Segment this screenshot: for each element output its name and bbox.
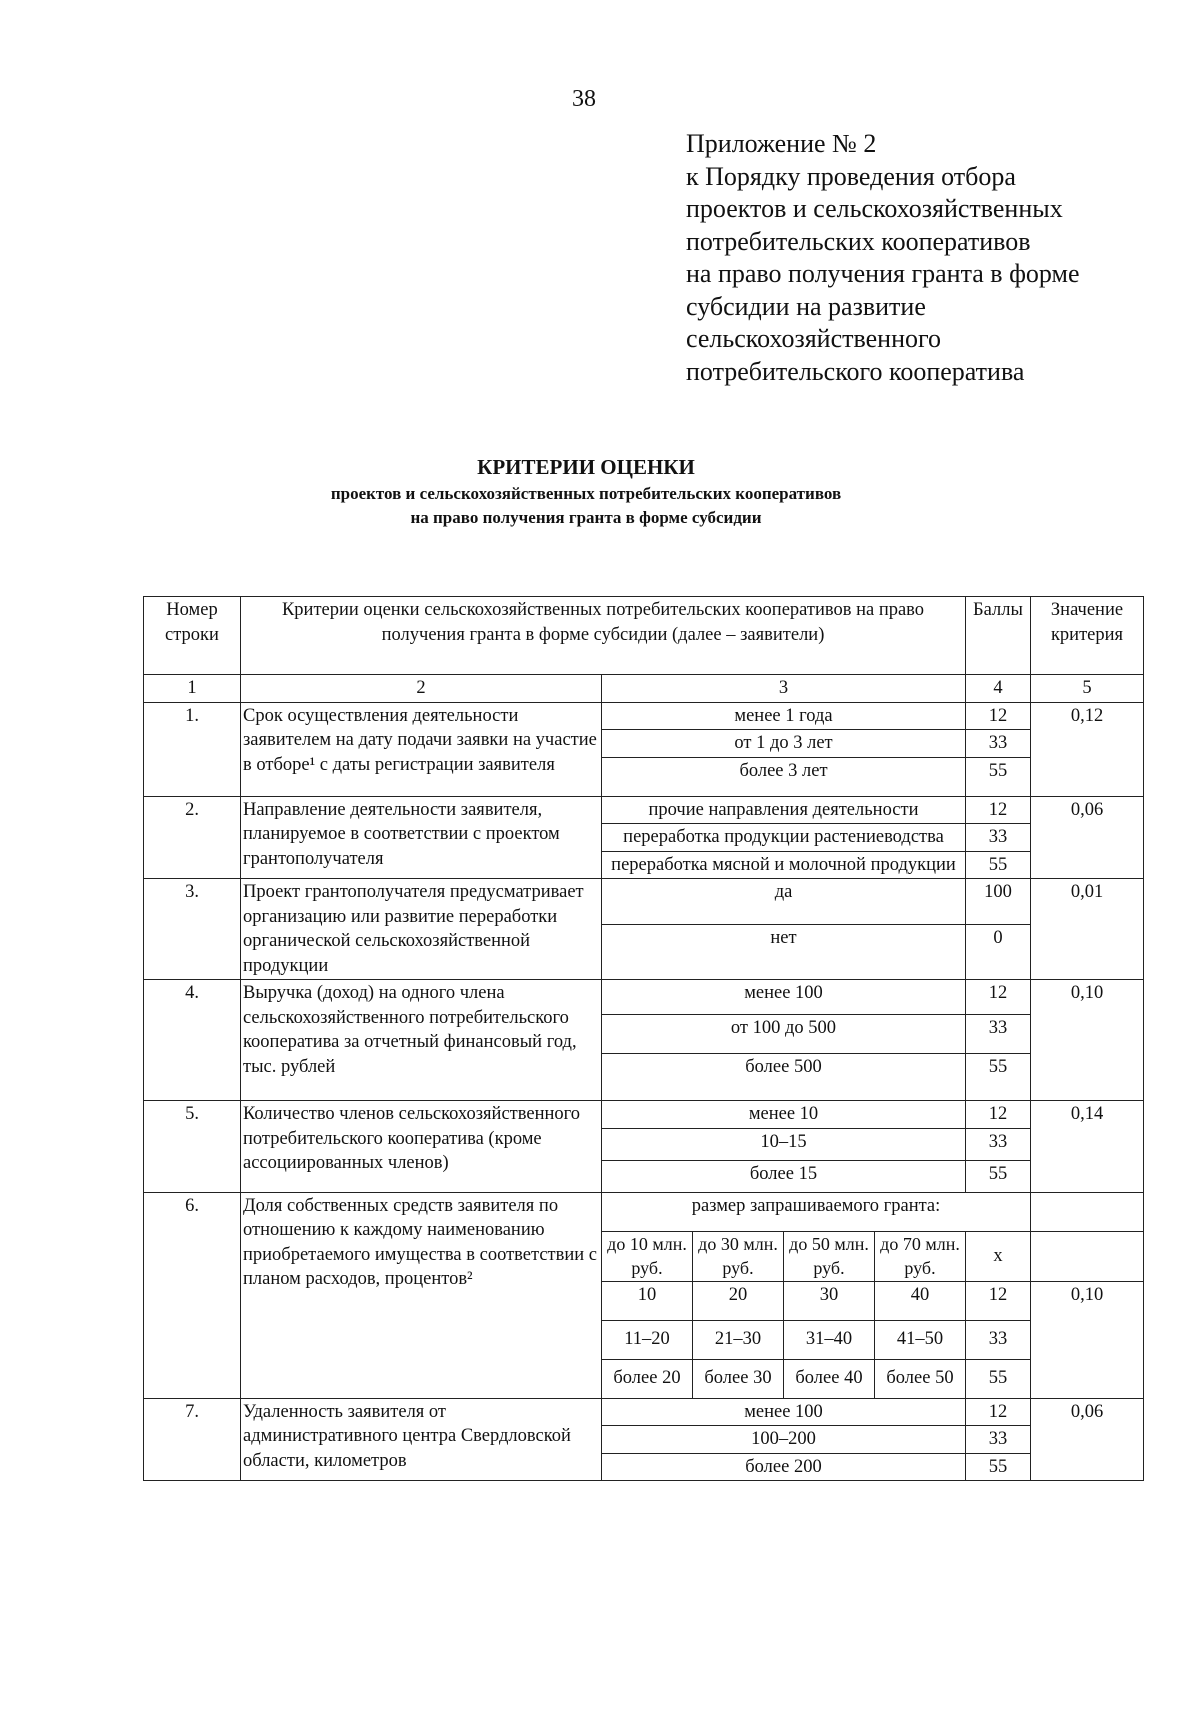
grant-size: до 10 млн. руб. [602, 1231, 693, 1281]
table-row [144, 980, 1144, 1015]
grid-cell: 31–40 [784, 1320, 875, 1359]
option-points: 12 [966, 1281, 1031, 1320]
table-row [144, 702, 1144, 730]
appendix-line: к Порядку проведения отбора [686, 161, 1016, 191]
appendix-line: субсидии на развитие [686, 291, 926, 321]
header-points: Баллы [966, 597, 1031, 675]
grant-size: до 30 млн. руб. [693, 1231, 784, 1281]
option-label: менее 10 [602, 1101, 966, 1129]
option-label: более 15 [602, 1160, 966, 1192]
row-number: 4. [144, 980, 241, 1101]
option-points: 33 [966, 730, 1031, 758]
criterion-value: 0,10 [1031, 1281, 1144, 1398]
document-title [0, 452, 1186, 530]
criterion-value: 0,14 [1031, 1101, 1144, 1193]
grid-cell: 30 [784, 1281, 875, 1320]
row-number: 3. [144, 879, 241, 980]
col-number-4: 4 [966, 675, 1031, 703]
option-label: менее 100 [602, 1398, 966, 1426]
table-row [144, 796, 1144, 824]
grid-cell: 41–50 [875, 1320, 966, 1359]
criterion-text: Выручка (доход) на одного члена сельскохозяйственного потребительского кооператива за отчетный финансовый год, тыс. рублей [241, 980, 602, 1101]
criterion-text: Срок осуществления деятельности заявителем на дату подачи заявки на участие в отборе¹ с даты регистрации заявителя [241, 702, 602, 796]
option-points: 100 [966, 879, 1031, 925]
criterion-value: 0,12 [1031, 702, 1144, 796]
col-number-2: 2 [241, 675, 602, 703]
criterion-text: Направление деятельности заявителя, планируемое в соответствии с проектом грантополучателя [241, 796, 602, 879]
grid-cell: 11–20 [602, 1320, 693, 1359]
grid-cell: 10 [602, 1281, 693, 1320]
option-points: 55 [966, 1054, 1031, 1101]
criterion-text: Проект грантополучателя предусматривает организацию или развитие переработки органической сельскохозяйственной продукции [241, 879, 602, 980]
title-main: КРИТЕРИИ ОЦЕНКИ [477, 455, 695, 479]
criteria-table [143, 596, 1144, 1481]
option-points: 12 [966, 980, 1031, 1015]
empty-cell [1031, 1192, 1144, 1231]
table-row [144, 1192, 1144, 1231]
option-points: 33 [966, 1426, 1031, 1454]
grant-size: до 50 млн. руб. [784, 1231, 875, 1281]
option-label: 100–200 [602, 1426, 966, 1454]
option-points: 33 [966, 1320, 1031, 1359]
criterion-value: 0,06 [1031, 1398, 1144, 1481]
criterion-value: 0,01 [1031, 879, 1144, 980]
table-row [144, 1101, 1144, 1129]
grant-size: до 70 млн. руб. [875, 1231, 966, 1281]
grid-cell: более 40 [784, 1359, 875, 1398]
header-criteria: Критерии оценки сельскохозяйственных потребительских кооперативов на право получения гранта в форме субсидии (далее – заявители) [241, 597, 966, 675]
row-number: 2. [144, 796, 241, 879]
option-points: 0 [966, 925, 1031, 980]
option-label: от 100 до 500 [602, 1015, 966, 1054]
table-row [144, 1398, 1144, 1426]
appendix-line: Приложение № 2 [686, 129, 877, 158]
option-label: прочие направления деятельности [602, 796, 966, 824]
criterion-text: Доля собственных средств заявителя по отношению к каждому наименованию приобретаемого имущества в соответствии с планом расходов, процентов² [241, 1192, 602, 1398]
grant-size-label: размер запрашиваемого гранта: [602, 1192, 1031, 1231]
option-label: менее 100 [602, 980, 966, 1015]
page-number: 38 [572, 86, 596, 112]
grid-cell: более 20 [602, 1359, 693, 1398]
option-points: 55 [966, 1453, 1031, 1481]
option-points: 33 [966, 824, 1031, 852]
option-points: 12 [966, 1101, 1031, 1129]
header-number: Номер строки [144, 597, 241, 675]
appendix-line: на право получения гранта в форме [686, 259, 1080, 288]
option-points: 55 [966, 1160, 1031, 1192]
title-sub-2: на право получения гранта в форме субсидии [410, 508, 762, 527]
x-mark: x [966, 1231, 1031, 1281]
option-label: 10–15 [602, 1128, 966, 1160]
appendix-line: проектов и сельскохозяйственных [686, 194, 1063, 223]
header-value: Значение критерия [1031, 597, 1144, 675]
table-row [144, 879, 1144, 925]
row-number: 7. [144, 1398, 241, 1481]
option-points: 33 [966, 1128, 1031, 1160]
row-number: 6. [144, 1192, 241, 1398]
option-label: нет [602, 925, 966, 980]
option-points: 55 [966, 1359, 1031, 1398]
criterion-text: Количество членов сельскохозяйственного потребительского кооператива (кроме ассоциированных членов) [241, 1101, 602, 1193]
appendix-heading [686, 128, 1080, 388]
option-points: 12 [966, 702, 1031, 730]
option-label: от 1 до 3 лет [602, 730, 966, 758]
title-sub-1: проектов и сельскохозяйственных потребительских кооперативов [330, 484, 842, 503]
option-points: 12 [966, 1398, 1031, 1426]
col-number-3: 3 [602, 675, 966, 703]
option-label: более 200 [602, 1453, 966, 1481]
grid-cell: более 50 [875, 1359, 966, 1398]
appendix-line: потребительского кооператива [686, 356, 1025, 386]
criterion-value: 0,06 [1031, 796, 1144, 879]
row-number: 1. [144, 702, 241, 796]
criteria-table-wrap [143, 596, 1144, 1481]
col-number-1: 1 [144, 675, 241, 703]
appendix-line: сельскохозяйственного [686, 324, 941, 353]
grid-cell: 20 [693, 1281, 784, 1320]
appendix-line: потребительских кооперативов [686, 226, 1031, 256]
option-points: 33 [966, 1015, 1031, 1054]
option-label: более 500 [602, 1054, 966, 1101]
row-number: 5. [144, 1101, 241, 1193]
criterion-text: Удаленность заявителя от административного центра Свердловской области, километров [241, 1398, 602, 1481]
option-points: 55 [966, 851, 1031, 879]
option-label: да [602, 879, 966, 925]
grid-cell: 21–30 [693, 1320, 784, 1359]
option-points: 55 [966, 757, 1031, 796]
option-label: менее 1 года [602, 702, 966, 730]
criterion-value: 0,10 [1031, 980, 1144, 1101]
col-number-5: 5 [1031, 675, 1144, 703]
grid-cell: 40 [875, 1281, 966, 1320]
option-points: 12 [966, 796, 1031, 824]
empty-cell [1031, 1231, 1144, 1281]
option-label: переработка продукции растениеводства [602, 824, 966, 852]
option-label: переработка мясной и молочной продукции [602, 851, 966, 879]
option-label: более 3 лет [602, 757, 966, 796]
grid-cell: более 30 [693, 1359, 784, 1398]
